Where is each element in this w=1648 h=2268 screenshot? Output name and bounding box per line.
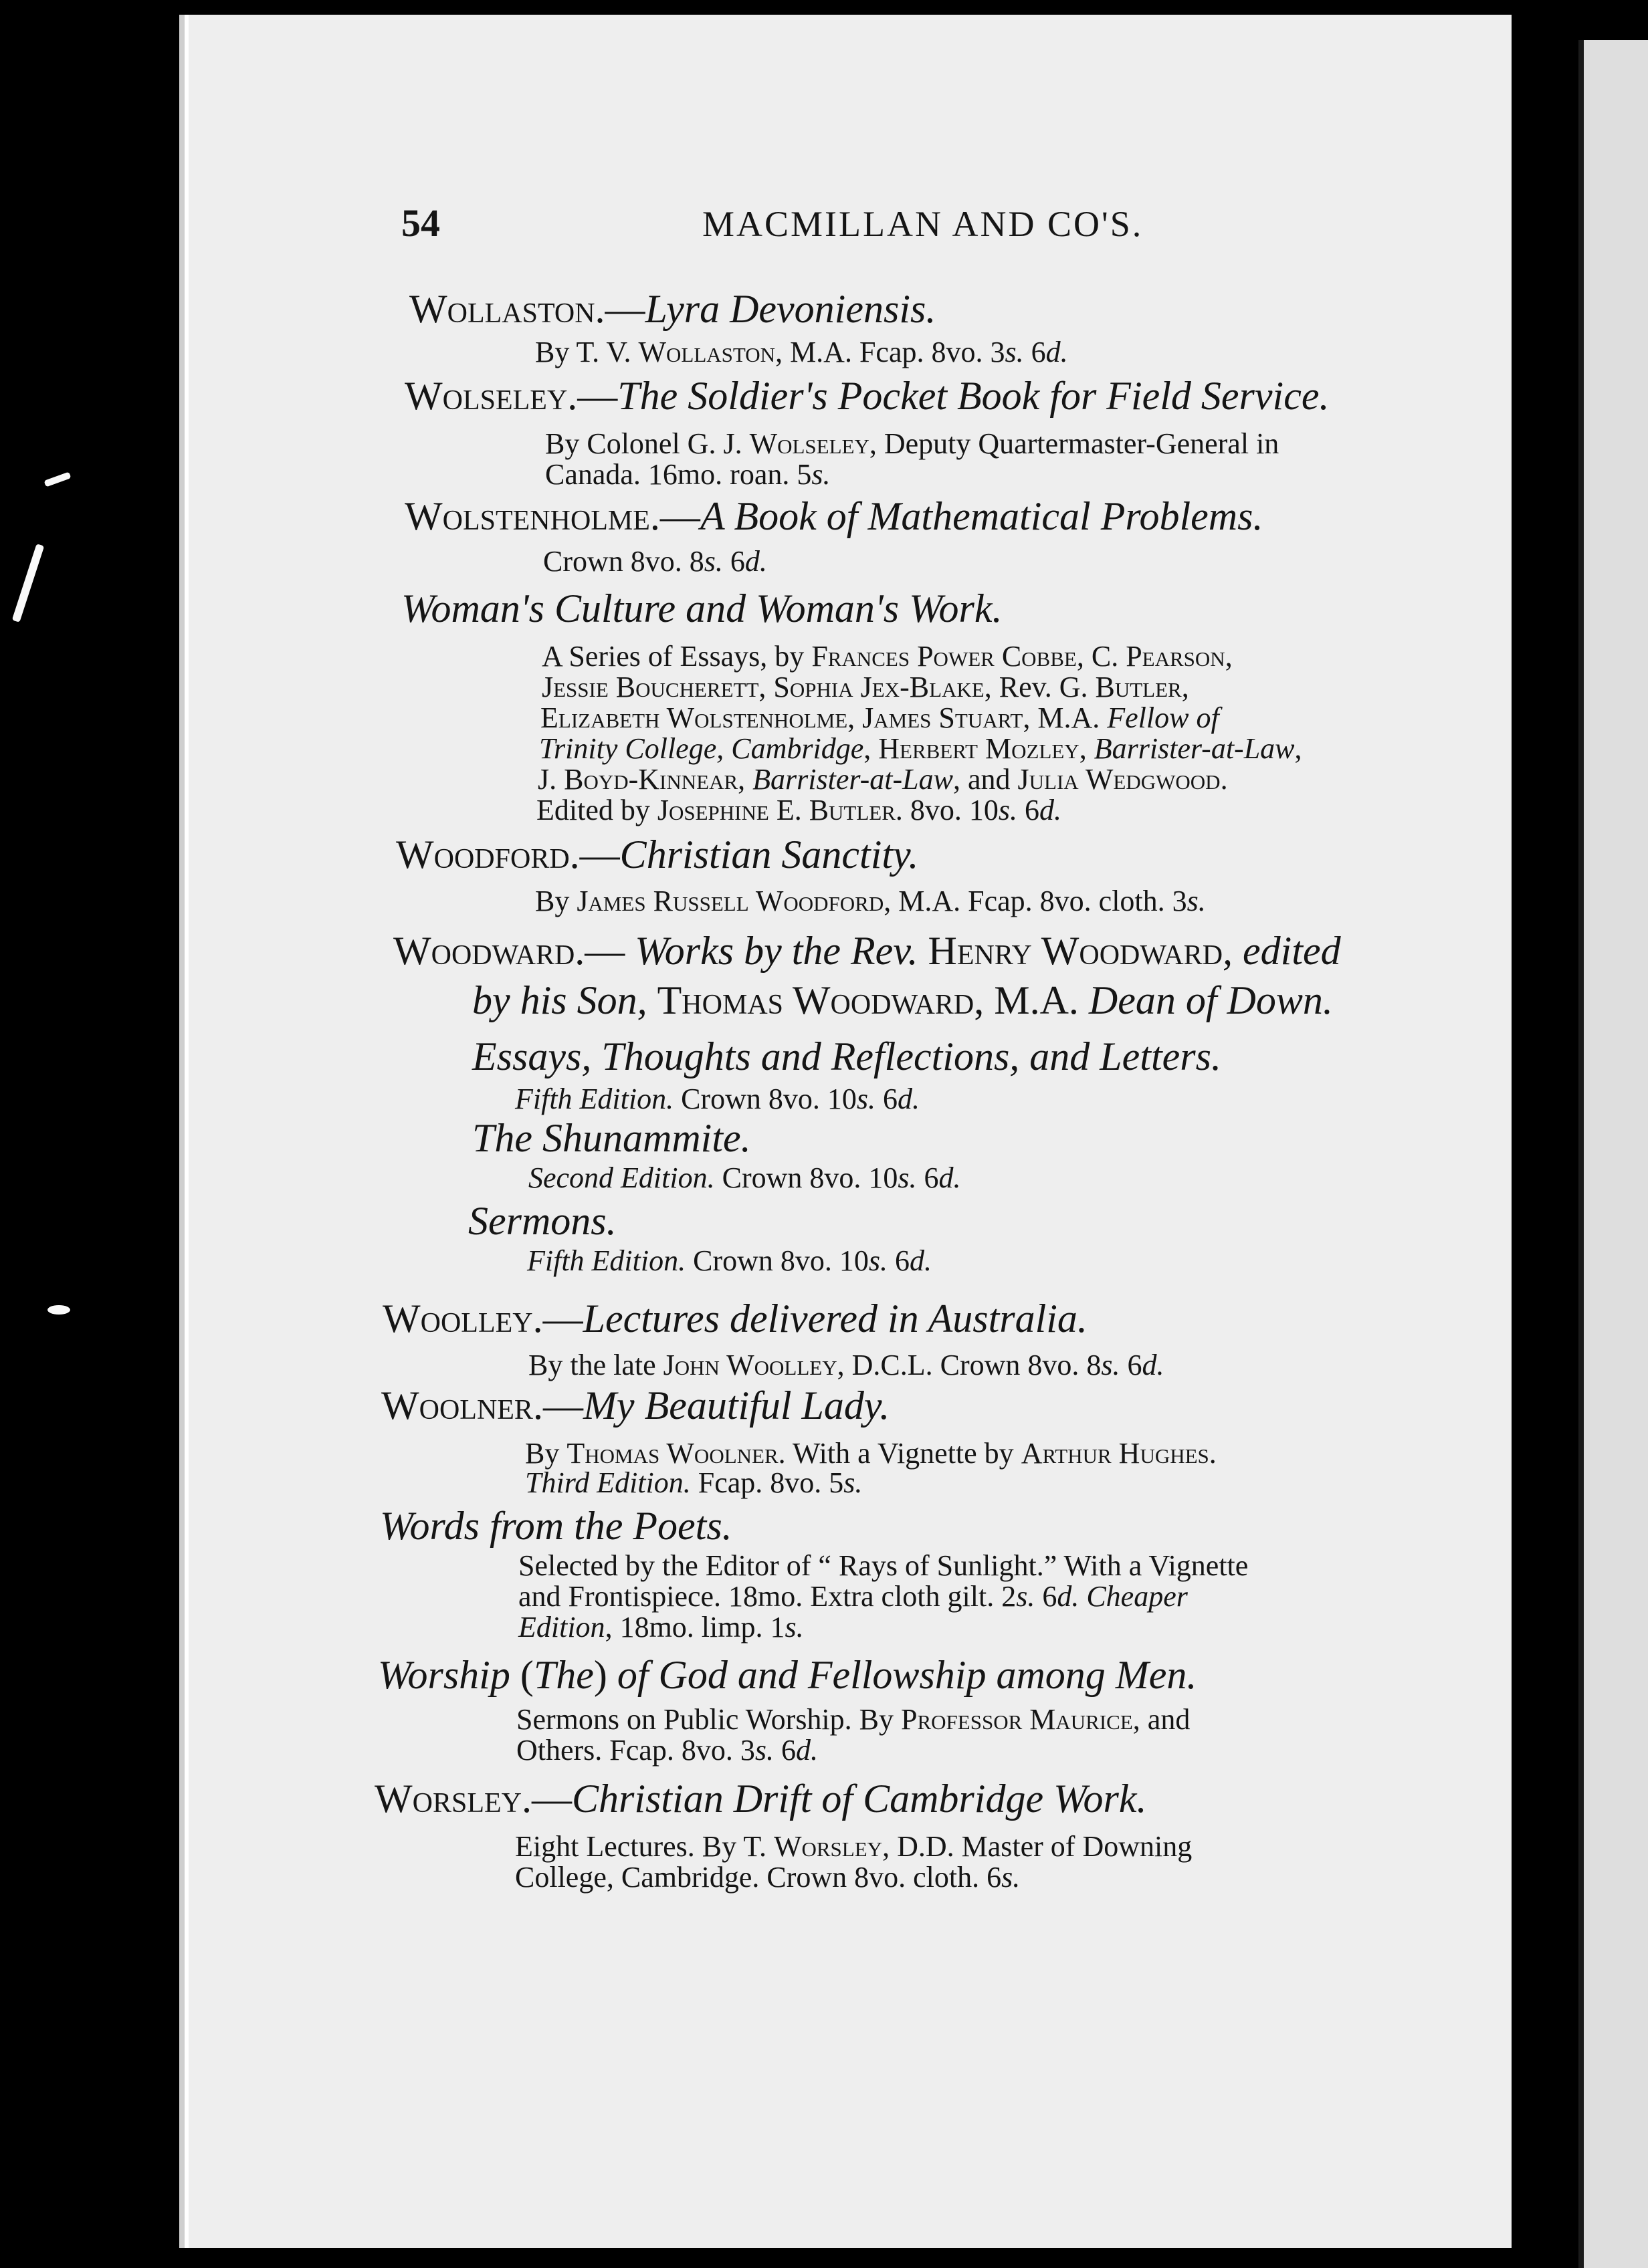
- text-line: [515, 1863, 1020, 1892]
- italic-text: s.: [811, 458, 831, 491]
- small-caps-text: Wollaston.—: [409, 287, 645, 331]
- italic-text: Fifth Edition.: [515, 1083, 674, 1115]
- text-line: [539, 734, 1302, 764]
- text-line: [515, 1832, 1192, 1861]
- roman-text: , D.D. Master of Downing: [882, 1830, 1193, 1863]
- text-line: [527, 1246, 932, 1276]
- roman-text: .: [1209, 1437, 1217, 1470]
- running-title: MACMILLAN AND CO'S.: [702, 204, 1144, 244]
- roman-text: Sermons on Public Worship. By: [516, 1703, 902, 1736]
- roman-text: 6: [875, 1083, 898, 1115]
- roman-text: J.: [538, 763, 564, 796]
- small-caps-text: Woodward.—: [393, 929, 625, 973]
- small-caps-text: Woodford.—: [396, 832, 620, 877]
- roman-text: ,: [1225, 640, 1233, 673]
- roman-text: College, Cambridge. Crown 8vo. cloth. 6: [515, 1861, 1002, 1894]
- italic-text: Dean of Down.: [1088, 978, 1333, 1022]
- text-line: [375, 1779, 1147, 1819]
- text-line: [535, 887, 1206, 916]
- small-caps-text: Julia Wedgwood: [1017, 763, 1221, 796]
- small-caps-text: Henry Woodward: [928, 929, 1223, 973]
- roman-text: ,: [1079, 732, 1094, 765]
- roman-text: ,: [1181, 671, 1189, 703]
- roman-text: 6: [1017, 794, 1040, 826]
- italic-text: Essays, Thoughts and Reflections, and Letters.: [472, 1034, 1221, 1079]
- small-caps-text: Elizabeth Wolstenholme: [540, 701, 848, 734]
- italic-text: s.: [898, 1161, 917, 1194]
- roman-text: , M.A.: [974, 978, 1089, 1022]
- roman-text: By the late: [528, 1349, 663, 1381]
- small-caps-text: Pearson: [1126, 640, 1225, 673]
- roman-text: 6: [773, 1734, 796, 1767]
- italic-text: Barrister-at-Law: [1094, 732, 1295, 765]
- text-line: [525, 1439, 1217, 1468]
- small-caps-text: Sophia Jex-Blake: [773, 671, 985, 703]
- small-caps-text: Wolseley.—: [405, 374, 618, 418]
- small-caps-text: Woolley.—: [383, 1296, 583, 1341]
- small-caps-text: Frances Power Cobbe: [811, 640, 1077, 673]
- italic-text: d.: [1045, 336, 1068, 368]
- text-line: [472, 1118, 751, 1158]
- roman-text: Others. Fcap. 8vo. 3: [516, 1734, 755, 1767]
- roman-text: 6: [1035, 1580, 1057, 1613]
- italic-text: d.: [1039, 794, 1062, 826]
- roman-text: Crown 8vo. 10: [674, 1083, 857, 1115]
- italic-text: , edited: [1223, 929, 1341, 973]
- small-caps-text: Jessie Boucherett: [542, 671, 759, 703]
- roman-text: Crown 8vo. 10: [714, 1161, 898, 1194]
- text-line: [535, 338, 1068, 367]
- roman-text: ,: [758, 671, 774, 703]
- roman-text: 6: [1023, 336, 1046, 368]
- italic-text: d.: [1057, 1580, 1079, 1613]
- text-line: [528, 1163, 961, 1193]
- roman-text: , M.A. Fcap. 8vo. 3: [775, 336, 1005, 368]
- italic-text: s.: [1101, 1349, 1120, 1381]
- text-line: [396, 834, 918, 875]
- roman-text: By Colonel G. J.: [545, 427, 750, 460]
- small-caps-text: James Russell Woodford: [577, 885, 884, 917]
- italic-text: Christian Sanctity.: [619, 832, 919, 877]
- text-line: [393, 931, 1341, 971]
- roman-text: , and: [953, 763, 1018, 796]
- italic-text: s.: [1187, 885, 1206, 917]
- text-line: [378, 1655, 1197, 1695]
- small-caps-text: James Stuart: [862, 701, 1023, 734]
- small-caps-text: Woolner.—: [381, 1383, 583, 1428]
- text-line: [518, 1551, 1248, 1581]
- small-caps-text: Butler: [1095, 671, 1182, 703]
- text-line: [545, 429, 1279, 459]
- italic-text: of God and Fellowship among Men.: [607, 1653, 1197, 1697]
- roman-text: , Rev. G.: [984, 671, 1096, 703]
- italic-text: s.: [1001, 1861, 1021, 1894]
- text-line: [525, 1468, 862, 1498]
- text-line: [409, 289, 936, 329]
- page-number: 54: [401, 201, 440, 245]
- roman-text: Eight Lectures. By T.: [515, 1830, 774, 1863]
- italic-text: d.: [898, 1083, 920, 1115]
- roman-text: Fcap. 8vo. 5: [690, 1466, 844, 1499]
- small-caps-text: Thomas Woolner: [566, 1437, 779, 1470]
- text-line: [468, 1201, 617, 1241]
- italic-text: Christian Drift of Cambridge Work.: [571, 1777, 1147, 1821]
- roman-text: (: [520, 1653, 534, 1697]
- roman-text: A Series of Essays, by: [542, 640, 812, 673]
- roman-text: ): [593, 1653, 607, 1697]
- italic-text: Worship: [378, 1653, 520, 1697]
- roman-text: By: [535, 885, 577, 917]
- text-line: [542, 673, 1189, 702]
- text-line: [516, 1736, 818, 1765]
- small-caps-text: Wolstenholme.—: [405, 494, 700, 538]
- italic-text: s.: [785, 1611, 804, 1643]
- roman-text: , D.C.L. Crown 8vo. 8: [837, 1349, 1102, 1381]
- roman-text: , Deputy Quartermaster-General in: [869, 427, 1279, 460]
- small-caps-text: Worsley.—: [375, 1777, 572, 1821]
- italic-text: Trinity College, Cambridge: [539, 732, 864, 765]
- text-line: [538, 765, 1228, 794]
- italic-text: Words from the Poets.: [380, 1504, 732, 1548]
- small-caps-text: Herbert Mozley: [878, 732, 1079, 765]
- text-line: [536, 796, 1061, 825]
- roman-text: By: [525, 1437, 567, 1470]
- italic-text: Woman's Culture and Woman's Work.: [401, 586, 1003, 631]
- italic-text: d.: [1142, 1349, 1164, 1381]
- italic-text: Lyra Devoniensis.: [645, 287, 936, 331]
- text-line: [516, 1705, 1190, 1734]
- italic-text: Cheaper: [1079, 1580, 1188, 1613]
- italic-text: Third Edition.: [525, 1466, 691, 1499]
- small-caps-text: Thomas Woodward: [657, 978, 974, 1022]
- italic-text: s.: [754, 1734, 774, 1767]
- roman-text: . With a Vignette by: [778, 1437, 1021, 1470]
- roman-text: , C.: [1076, 640, 1126, 673]
- small-caps-text: Wollaston: [638, 336, 776, 368]
- text-line: [472, 1034, 1221, 1079]
- roman-text: By T. V.: [535, 336, 639, 368]
- roman-text: ,: [738, 763, 753, 796]
- italic-text: Sermons.: [468, 1199, 617, 1243]
- text-line: [542, 642, 1233, 671]
- italic-text: s.: [868, 1244, 888, 1277]
- roman-text: and Frontispiece. 18mo. Extra cloth gilt. 2: [518, 1580, 1017, 1613]
- text-line: [518, 1613, 804, 1642]
- roman-text: , M.A. Fcap. 8vo. cloth. 3: [884, 885, 1187, 917]
- text-line: [515, 1085, 920, 1114]
- small-caps-text: Worsley: [773, 1830, 883, 1863]
- text-line: [405, 376, 1329, 416]
- roman-text: , and: [1132, 1703, 1191, 1736]
- small-caps-text: Arthur Hughes: [1021, 1437, 1209, 1470]
- italic-text: Fellow of: [1107, 701, 1219, 734]
- italic-text: Fifth Edition.: [527, 1244, 686, 1277]
- roman-text: ,: [847, 701, 863, 734]
- italic-text: Edition: [518, 1611, 605, 1643]
- italic-text: s.: [704, 545, 723, 578]
- roman-text: ,: [1294, 732, 1302, 765]
- roman-text: 6: [1120, 1349, 1142, 1381]
- text-line: [405, 496, 1263, 536]
- text-line: [545, 460, 830, 489]
- text-line: [380, 1506, 732, 1546]
- italic-text: s.: [1016, 1580, 1035, 1613]
- italic-text: s.: [1005, 336, 1024, 368]
- italic-text: Second Edition.: [528, 1161, 715, 1194]
- roman-text: ,: [863, 732, 879, 765]
- roman-text: 6: [888, 1244, 910, 1277]
- roman-text: , M.A.: [1023, 701, 1108, 734]
- italic-text: The: [533, 1653, 594, 1697]
- roman-text: Crown 8vo. 8: [543, 545, 704, 578]
- italic-text: Works by the Rev.: [625, 929, 928, 973]
- text-line: [518, 1582, 1188, 1611]
- italic-text: d.: [910, 1244, 932, 1277]
- italic-text: My Beautiful Lady.: [583, 1383, 890, 1428]
- italic-text: by his Son,: [472, 978, 657, 1022]
- roman-text: Edited by: [536, 794, 657, 826]
- text-line: [528, 1351, 1164, 1380]
- roman-text: Crown 8vo. 10: [686, 1244, 869, 1277]
- text-line: [381, 1385, 890, 1426]
- italic-text: The Shunammite.: [472, 1116, 751, 1160]
- italic-text: Lectures delivered in Australia.: [583, 1296, 1088, 1341]
- italic-text: d.: [795, 1734, 818, 1767]
- italic-text: d.: [744, 545, 767, 578]
- text-line: [383, 1298, 1088, 1339]
- italic-text: d.: [938, 1161, 961, 1194]
- small-caps-text: Josephine E. Butler: [657, 794, 896, 826]
- text-line: [401, 588, 1003, 629]
- italic-text: s.: [856, 1083, 876, 1115]
- italic-text: s.: [998, 794, 1018, 826]
- roman-text: Canada. 16mo. roan. 5: [545, 458, 812, 491]
- italic-text: s.: [843, 1466, 863, 1499]
- roman-text: 6: [722, 545, 745, 578]
- text-line: [543, 547, 767, 576]
- roman-text: , 18mo. limp. 1: [605, 1611, 785, 1643]
- text-line: [540, 703, 1219, 733]
- roman-text: .: [1220, 763, 1228, 796]
- small-caps-text: Professor Maurice: [901, 1703, 1133, 1736]
- small-caps-text: Wolseley: [749, 427, 869, 460]
- small-caps-text: Boyd-Kinnear: [564, 763, 738, 796]
- italic-text: The Soldier's Pocket Book for Field Service.: [617, 374, 1330, 418]
- text-line: [472, 980, 1333, 1020]
- italic-text: A Book of Mathematical Problems.: [700, 494, 1263, 538]
- italic-text: Barrister-at-Law: [752, 763, 953, 796]
- small-caps-text: John Woolley: [663, 1349, 837, 1381]
- roman-text: Selected by the Editor of “ Rays of Sunlight.” With a Vignette: [518, 1549, 1249, 1582]
- roman-text: . 8vo. 10: [895, 794, 999, 826]
- roman-text: 6: [916, 1161, 939, 1194]
